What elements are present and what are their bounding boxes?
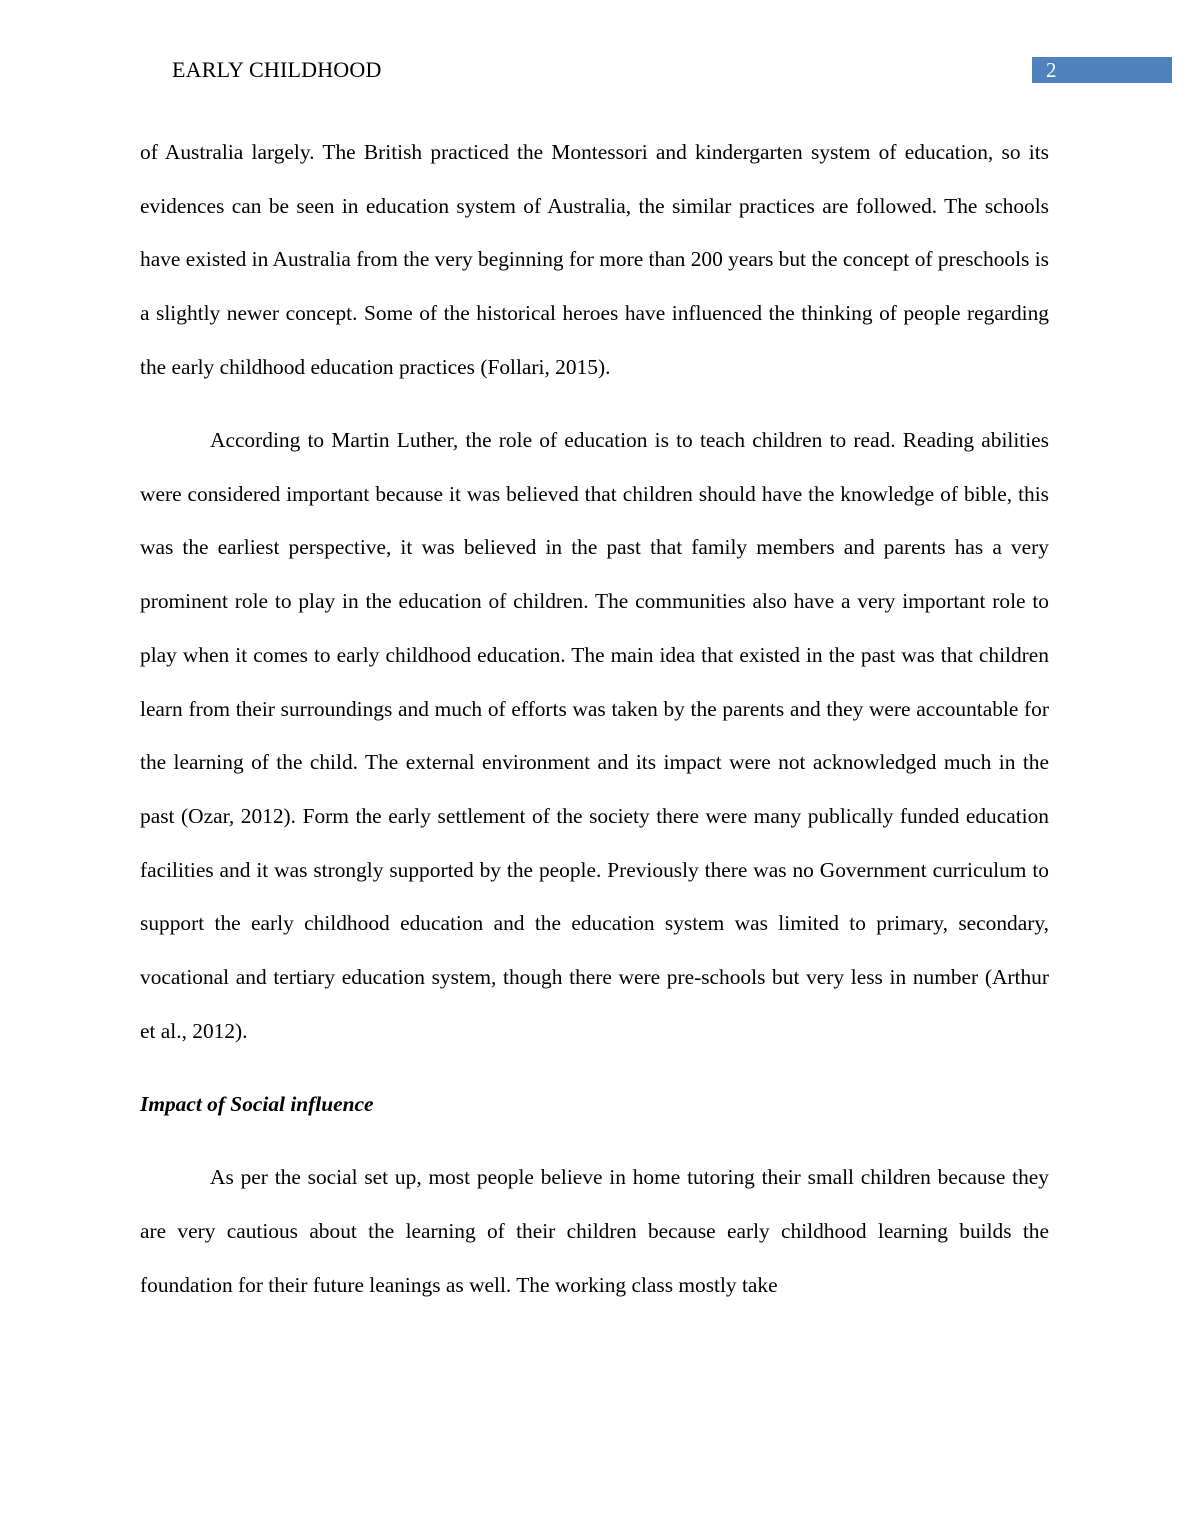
- paragraph: As per the social set up, most people believe in home tutoring their small children because they are very cautious about the learning of their children because early childhood learning builds the foundation for their future leanings as well. The working class mostly take: [140, 1165, 1049, 1297]
- running-head: EARLY CHILDHOOD: [172, 57, 382, 82]
- paragraph: According to Martin Luther, the role of education is to teach children to read. Reading abilities were considered important because it was believed that children should have the knowledge of bible, this was the earliest perspective, it was believed in the past that family members and parents has a very prominent role to play in the education of children. The communities also have a very important role to play when it comes to early childhood education. The main idea that existed in the past was that children learn from their surroundings and much of efforts was taken by the parents and they were accountable for the learning of the child. The external environment and its impact were not acknowledged much in the past (Ozar, 2012). Form the early settlement of the society there were many publically funded education facilities and it was strongly supported by the people. Previously there was no Government curriculum to support the early childhood education and the education system was limited to primary, secondary, vocational and tertiary education system, though there were pre-schools but very less in number (Arthur et al., 2012).: [140, 428, 1049, 1043]
- document-body: [140, 126, 1049, 1312]
- section-heading: Impact of Social influence: [140, 1091, 374, 1116]
- page-number: 2: [1032, 57, 1172, 83]
- paragraph: of Australia largely. The British practiced the Montessori and kindergarten system of education, so its evidences can be seen in education system of Australia, the similar practices are followed. The schools have existed in Australia from the very beginning for more than 200 years but the concept of preschools is a slightly newer concept. Some of the historical heroes have influenced the thinking of people regarding the early childhood education practices (Follari, 2015).: [140, 140, 1049, 379]
